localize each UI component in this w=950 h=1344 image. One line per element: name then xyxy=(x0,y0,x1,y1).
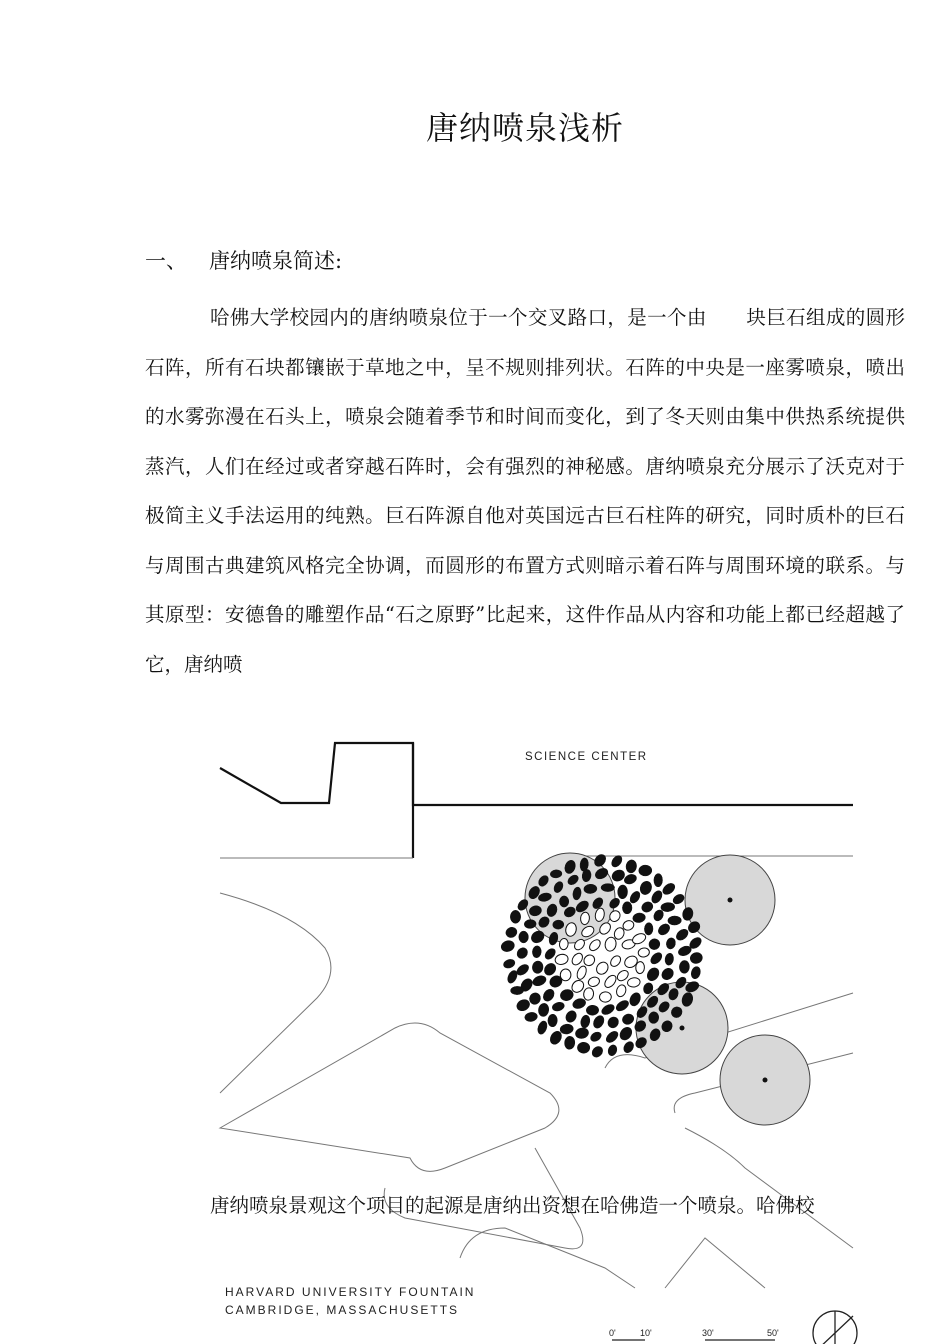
stone xyxy=(591,1014,606,1030)
stone xyxy=(645,966,662,983)
stone xyxy=(538,1003,550,1017)
stone xyxy=(559,1023,573,1035)
stone xyxy=(510,910,520,923)
stone xyxy=(628,890,642,905)
stone xyxy=(548,1014,558,1027)
science-center-label: SCIENCE CENTER xyxy=(525,751,648,763)
stone xyxy=(650,889,664,905)
stone xyxy=(519,931,529,943)
stone xyxy=(656,922,672,937)
stone xyxy=(614,998,630,1013)
stone xyxy=(668,916,682,925)
stone xyxy=(532,946,542,959)
stone xyxy=(665,937,676,950)
stone xyxy=(524,1011,538,1022)
stone xyxy=(604,1029,620,1044)
stone xyxy=(639,865,653,876)
stone xyxy=(622,1040,636,1055)
stone xyxy=(625,859,637,873)
stone xyxy=(502,958,516,969)
stone xyxy=(674,927,690,942)
stone xyxy=(607,1044,619,1057)
stone xyxy=(606,1015,621,1030)
stone xyxy=(551,1001,565,1012)
stone xyxy=(622,902,632,914)
stone xyxy=(570,951,585,967)
stone xyxy=(637,947,650,958)
stone xyxy=(504,926,518,940)
stone xyxy=(603,973,619,989)
stone xyxy=(628,991,643,1008)
stone xyxy=(587,976,601,988)
stone xyxy=(604,936,617,952)
stone xyxy=(627,977,641,988)
stone xyxy=(577,1042,590,1053)
stone xyxy=(524,919,537,929)
stone xyxy=(632,912,646,923)
section-number: 一、 xyxy=(145,249,187,273)
plan-caption xyxy=(225,1283,475,1319)
page-title: 唐纳喷泉浅析 xyxy=(425,109,624,147)
stone xyxy=(654,873,663,886)
stone xyxy=(638,880,653,897)
stone xyxy=(618,1025,635,1042)
stone xyxy=(582,953,597,968)
scale-label: 30' xyxy=(702,1328,714,1338)
stone xyxy=(615,984,627,998)
caption-line-1: HARVARD UNIVERSITY FOUNTAIN xyxy=(225,1285,476,1299)
stone xyxy=(588,938,603,953)
stone xyxy=(542,961,558,977)
stone xyxy=(532,960,544,974)
stone xyxy=(500,939,516,953)
stone xyxy=(601,884,615,892)
stone xyxy=(575,965,588,981)
stone xyxy=(594,960,610,977)
stone xyxy=(583,987,594,1001)
north-arrow-icon xyxy=(813,1311,857,1344)
stone xyxy=(623,873,638,886)
stone xyxy=(671,892,685,905)
stone xyxy=(515,998,532,1013)
stone xyxy=(660,966,676,982)
section-heading-text: 唐纳喷泉简述: xyxy=(209,249,343,273)
stone xyxy=(610,868,626,883)
overlay-sentence: 唐纳喷泉景观这个项目的起源是唐纳出资想在哈佛造一个喷泉。哈佛校 xyxy=(210,1194,815,1217)
stone xyxy=(586,1005,599,1016)
stone xyxy=(600,1002,616,1016)
stone xyxy=(644,923,653,936)
site-plan-drawing xyxy=(205,728,865,1344)
stone xyxy=(647,937,662,952)
caption-line-2: CAMBRIDGE, MASSACHUSETTS xyxy=(225,1303,460,1317)
stone xyxy=(510,986,523,995)
stone xyxy=(515,946,530,961)
body-paragraph: 哈佛大学校园内的唐纳喷泉位于一个交叉路口，是一个由 块巨石组成的圆形石阵，所有石块都镶嵌于草地之中，呈不规则排列状。石阵的中央是一座雾喷泉，喷出的水雾弥漫在石头上，喷泉会随着季节和时间而变化，到了冬天则由集中供热系统提供蒸汽，人们在经过或者穿越石阵时，会有强烈的神秘感。唐纳喷泉充分展示了沃克对于极简主义手法运用的纯熟。巨石阵源自他对英国远古巨石柱阵的研究，同时质朴的巨石与周围古典建筑风格完全协调，而圆形的布置方式则暗示着石阵与周围环境的联系。与其原型：安德鲁的雕塑作品“石之原野”比起来，这件作品从内容和功能上都已经超越了它，唐纳喷 xyxy=(145,306,905,676)
stone xyxy=(531,974,547,988)
stone xyxy=(536,1020,549,1036)
stone xyxy=(679,960,690,973)
section-heading xyxy=(145,245,342,275)
stone xyxy=(635,961,644,973)
stone xyxy=(564,1036,575,1050)
stone xyxy=(690,966,702,980)
stone xyxy=(580,1014,591,1028)
stone xyxy=(661,902,676,912)
stone xyxy=(554,953,569,965)
stone xyxy=(664,953,674,966)
scale-label: 0' xyxy=(609,1328,616,1338)
stone xyxy=(541,987,556,1003)
stone xyxy=(574,1027,589,1040)
stone xyxy=(689,951,704,965)
stone xyxy=(621,1012,636,1026)
stone xyxy=(559,896,568,907)
stone xyxy=(589,1030,603,1043)
stone xyxy=(661,881,677,897)
stone xyxy=(571,997,587,1010)
stone xyxy=(590,1044,605,1059)
stone xyxy=(564,1009,578,1024)
stone xyxy=(649,951,664,966)
stone xyxy=(609,954,623,968)
scale-label: 50' xyxy=(767,1328,779,1338)
scale-label: 10' xyxy=(640,1328,652,1338)
stone xyxy=(599,992,611,1003)
stone xyxy=(617,885,627,899)
